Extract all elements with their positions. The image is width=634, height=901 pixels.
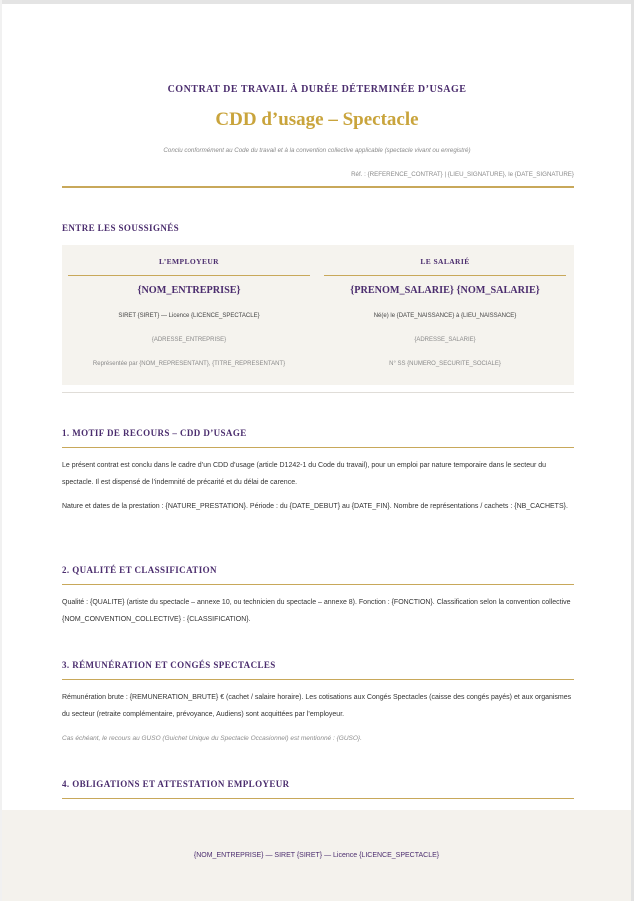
section-heading: 4. OBLIGATIONS ET ATTESTATION EMPLOYEUR xyxy=(62,778,290,789)
section-paragraph: Rémunération brute : {REMUNERATION_BRUTE} € (cachet / salaire horaire). Les cotisations aux Congés Spectacles (caisse des congés payés) et aux organismes du secteur (retraite complémentaire, prévoyance, Audiens) sont acquittées par l’employeur. xyxy=(62,693,572,718)
section-note: Cas échéant, le recours au GUSO (Guichet Unique du Spectacle Occasionnel) est mentionné : {GUSO}. xyxy=(62,734,362,742)
footer-company-line: {NOM_ENTREPRISE} — SIRET {SIRET} — Licence {LICENCE_SPECTACLE} xyxy=(193,851,440,859)
section-heading: 2. QUALITÉ ET CLASSIFICATION xyxy=(62,564,217,575)
parties-panel xyxy=(62,245,574,385)
section-divider xyxy=(62,679,574,680)
employee-social-security: N° SS {NUMERO_SECURITE_SOCIALE} xyxy=(389,361,501,367)
header-divider xyxy=(62,186,574,188)
section-remuneration-conges xyxy=(62,660,574,747)
employee-card xyxy=(324,245,566,385)
employee-label: LE SALARIÉ xyxy=(420,256,470,266)
employer-name: {NOM_ENTREPRISE} xyxy=(137,285,241,296)
section-divider xyxy=(62,798,574,799)
section-obligations-attestation xyxy=(62,779,574,800)
document-title: CDD d’usage – Spectacle xyxy=(215,109,419,130)
employee-name: {PRENOM_SALARIE} {NOM_SALARIE} xyxy=(350,285,540,296)
section-divider xyxy=(62,447,574,448)
section-paragraph: Qualité : {QUALITE} (artiste du spectacle – annexe 10, ou technicien du spectacle – annexe 8). Fonction : {FONCTION}. Classification selon la convention collective {NOM_CONVENTION_COLLECTIVE} : {CLASSIFICATION}. xyxy=(62,598,571,623)
document-subtitle: Conclu conformément au Code du travail et à la convention collective applicable (spectacle vivant ou enregistré) xyxy=(163,147,471,154)
employee-birth: Né(e) le {DATE_NAISSANCE} à {LIEU_NAISSANCE} xyxy=(373,313,517,319)
section-heading: 1. MOTIF DE RECOURS – CDD D’USAGE xyxy=(62,427,247,438)
employer-address: {ADRESSE_ENTREPRISE} xyxy=(151,337,227,343)
employer-representative: Représentée par {NOM_REPRESENTANT}, {TITRE_REPRESENTANT} xyxy=(92,361,286,367)
parties-heading: ENTRE LES SOUSSIGNÉS xyxy=(62,222,180,233)
section-paragraph: Nature et dates de la prestation : {NATURE_PRESTATION}. Période : du {DATE_DEBUT} au {DATE_FIN}. Nombre de représentations / cachets : {NB_CACHETS}. xyxy=(62,502,568,510)
employer-label-underline xyxy=(68,275,310,276)
page-left-edge xyxy=(0,0,2,901)
document-type-heading: CONTRAT DE TRAVAIL À DURÉE DÉTERMINÉE D’USAGE xyxy=(167,84,467,95)
section-heading: 3. RÉMUNÉRATION ET CONGÉS SPECTACLES xyxy=(62,659,276,670)
reference-line: Réf. : {REFERENCE_CONTRAT} | {LIEU_SIGNATURE}, le {DATE_SIGNATURE} xyxy=(351,171,574,178)
section-divider xyxy=(62,584,574,585)
section-paragraph: Le présent contrat est conclu dans le cadre d’un CDD d’usage (article D1242-1 du Code du travail), pour un emploi par nature temporaire dans le secteur du spectacle. Il est dispensé de l’indemnité de précarité et du délai de carence. xyxy=(62,461,547,486)
employer-label: L’EMPLOYEUR xyxy=(159,256,219,266)
employee-address: {ADRESSE_SALARIE} xyxy=(414,337,476,343)
parties-divider xyxy=(62,392,574,393)
employer-registration: SIRET {SIRET} — Licence {LICENCE_SPECTACLE} xyxy=(118,313,260,319)
section-qualite-classification xyxy=(62,565,574,628)
employee-label-underline xyxy=(324,275,566,276)
page-footer xyxy=(2,810,631,901)
employer-card xyxy=(68,245,310,385)
page-top-edge xyxy=(0,0,634,4)
section-motif-de-recours xyxy=(62,428,574,515)
